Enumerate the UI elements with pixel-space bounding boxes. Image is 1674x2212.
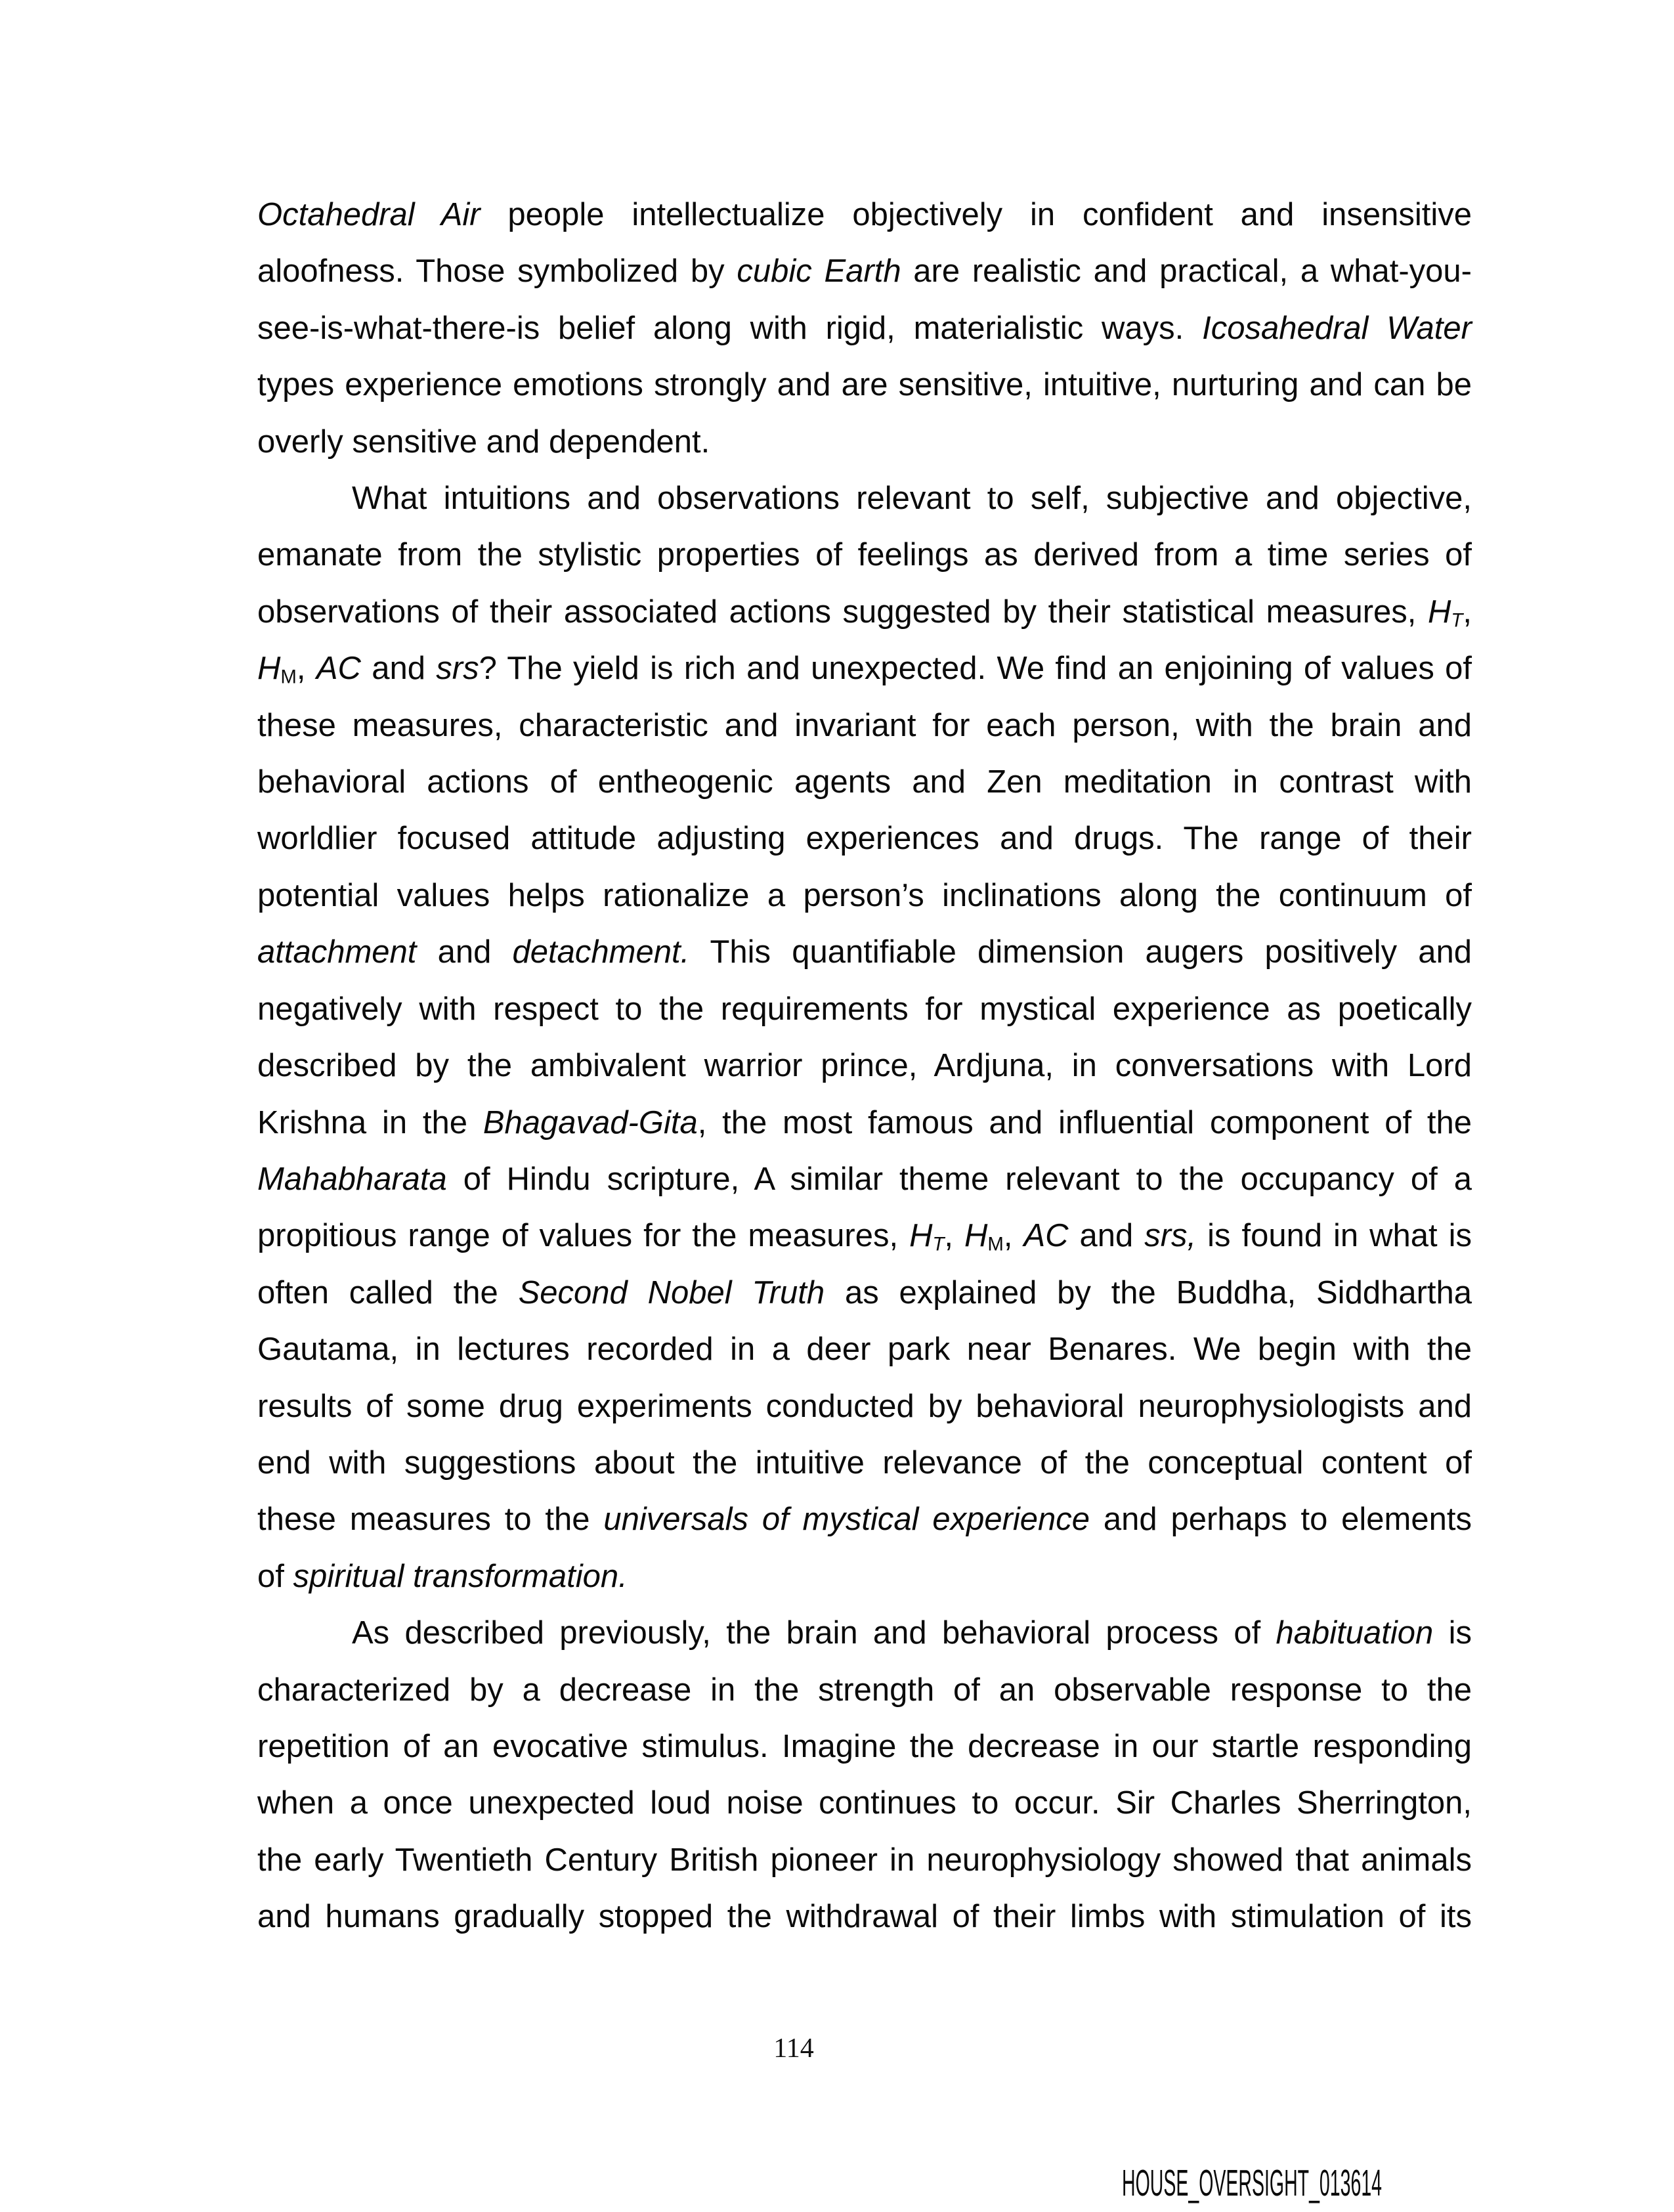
text-run: AC — [316, 651, 361, 687]
text-run: What intuitions and observations relevant to self, subjective and objective, — [352, 481, 1472, 517]
text-run: M — [987, 1233, 1004, 1255]
text-run: and — [416, 934, 513, 970]
text-run: H — [964, 1218, 988, 1254]
page-number: 114 — [773, 2033, 814, 2064]
text-line — [257, 1775, 1472, 1831]
text-run: T — [932, 1233, 945, 1255]
text-line — [257, 414, 1472, 470]
text-run: , — [1463, 594, 1472, 630]
text-line — [257, 470, 1472, 527]
text-run: Icosahedral Water — [1202, 310, 1472, 346]
text-run: , the most famous and influential component of the — [697, 1104, 1472, 1140]
text-run: types experience emotions strongly and are sensitive, intuitive, nurturing and can be — [257, 367, 1472, 403]
text-run: people intellectualize objectively in confident and insensitive — [480, 197, 1472, 232]
text-run: when a once unexpected loud noise continues to occur. Sir Charles Sherrington, — [257, 1785, 1472, 1821]
text-run: of Hindu scripture, A similar theme relevant to the occupancy of a — [446, 1161, 1472, 1197]
text-run: Gautama, in lectures recorded in a deer park near Benares. We begin with the — [257, 1332, 1472, 1368]
text-run: , — [296, 651, 316, 687]
text-line — [257, 754, 1472, 810]
text-line — [257, 810, 1472, 867]
text-line — [257, 1265, 1472, 1321]
text-line — [257, 1321, 1472, 1377]
text-line — [257, 1435, 1472, 1491]
paragraph — [257, 186, 1472, 470]
text-line — [257, 1491, 1472, 1548]
text-run: observations of their associated actions suggested by their statistical measures, — [257, 594, 1428, 630]
text-run: are realistic and practical, a what-you- — [901, 253, 1472, 290]
text-run: Mahabharata — [257, 1161, 447, 1197]
text-run: behavioral actions of entheogenic agents and Zen meditation in contrast with — [257, 764, 1472, 800]
text-run: detachment. — [512, 934, 690, 970]
text-run: results of some drug experiments conducted by behavioral neurophysiologists and — [257, 1388, 1472, 1424]
text-run: and — [1068, 1218, 1145, 1254]
text-run: overly sensitive and dependent. — [257, 423, 710, 460]
text-run: worldlier focused attitude adjusting experiences and drugs. The range of their — [257, 821, 1472, 857]
text-run: cubic Earth — [737, 253, 901, 290]
text-line — [257, 981, 1472, 1037]
text-line — [257, 867, 1472, 924]
text-line — [257, 1718, 1472, 1775]
paragraph — [257, 1605, 1472, 1945]
text-run: often called the — [257, 1274, 519, 1311]
text-run: habituation — [1276, 1615, 1434, 1651]
text-run: H — [1428, 594, 1451, 630]
text-line — [257, 1378, 1472, 1435]
text-run: potential values helps rationalize a person’s inclinations along the continuum of — [257, 877, 1472, 913]
text-line — [257, 1662, 1472, 1718]
text-run: the early Twentieth Century British pioneer in neurophysiology showed that animals — [257, 1842, 1472, 1878]
text-run: negatively with respect to the requirements for mystical experience as poetically — [257, 991, 1472, 1027]
text-line — [257, 697, 1472, 754]
text-run: As described previously, the brain and behavioral process of — [352, 1615, 1276, 1651]
text-run: srs — [436, 651, 479, 687]
text-run: Bhagavad-Gita — [483, 1104, 698, 1140]
text-line — [257, 924, 1472, 980]
text-run: is found in what is — [1196, 1218, 1472, 1254]
text-run: and — [360, 651, 437, 687]
body-text — [257, 186, 1472, 1945]
text-run: characterized by a decrease in the strength of an observable response to the — [257, 1672, 1472, 1708]
text-run: Krishna in the — [257, 1104, 483, 1140]
text-line — [257, 1151, 1472, 1207]
text-run: AC — [1023, 1218, 1069, 1254]
bates-stamp: HOUSE_OVERSIGHT_013614 — [1121, 2162, 1382, 2204]
text-line — [257, 527, 1472, 583]
text-run: of — [257, 1558, 293, 1594]
text-run: these measures, characteristic and invariant for each person, with the brain and — [257, 707, 1472, 743]
text-line — [257, 186, 1472, 243]
text-line — [257, 1888, 1472, 1945]
text-run: repetition of an evocative stimulus. Imagine the decrease in our startle responding — [257, 1728, 1472, 1764]
text-run: , — [1003, 1218, 1024, 1254]
text-line — [257, 1207, 1472, 1264]
text-line — [257, 1548, 1472, 1605]
text-run: see-is-what-there-is belief along with rigid, materialistic ways. — [257, 310, 1203, 346]
text-run: spiritual transformation. — [293, 1558, 628, 1594]
text-run: emanate from the stylistic properties of feelings as derived from a time series of — [257, 537, 1472, 573]
text-run: these measures to the — [257, 1502, 604, 1538]
text-run: ? The yield is rich and unexpected. We find an enjoining of values of — [479, 651, 1472, 687]
text-run: T — [1451, 609, 1463, 632]
text-run: This quantifiable dimension augers positively and — [689, 934, 1472, 970]
text-run: aloofness. Those symbolized by — [257, 253, 737, 290]
text-run: Second Nobel Truth — [518, 1274, 825, 1311]
text-run: described by the ambivalent warrior prince, Ardjuna, in conversations with Lord — [257, 1048, 1472, 1084]
text-run: H — [257, 651, 281, 687]
text-line — [257, 1832, 1472, 1888]
text-run: and humans gradually stopped the withdrawal of their limbs with stimulation of its — [257, 1899, 1472, 1935]
text-line — [257, 1037, 1472, 1094]
text-run: as explained by the Buddha, Siddhartha — [825, 1274, 1472, 1311]
text-line — [257, 1605, 1472, 1661]
text-run: end with suggestions about the intuitive relevance of the conceptual content of — [257, 1444, 1472, 1481]
text-run: Octahedral Air — [257, 197, 481, 232]
text-run: srs, — [1144, 1218, 1197, 1254]
text-run: attachment — [257, 934, 417, 970]
text-run: is — [1433, 1615, 1472, 1651]
text-line — [257, 640, 1472, 697]
text-line — [257, 243, 1472, 299]
text-run: universals of mystical experience — [603, 1502, 1090, 1538]
text-run: propitious range of values for the measures, — [257, 1218, 910, 1254]
text-line — [257, 300, 1472, 357]
text-run: and perhaps to elements — [1090, 1502, 1472, 1538]
text-run: H — [909, 1218, 933, 1254]
text-line — [257, 357, 1472, 413]
text-line — [257, 584, 1472, 640]
paragraph — [257, 470, 1472, 1605]
text-line — [257, 1095, 1472, 1151]
text-run: , — [944, 1218, 964, 1254]
text-run: M — [280, 666, 297, 688]
